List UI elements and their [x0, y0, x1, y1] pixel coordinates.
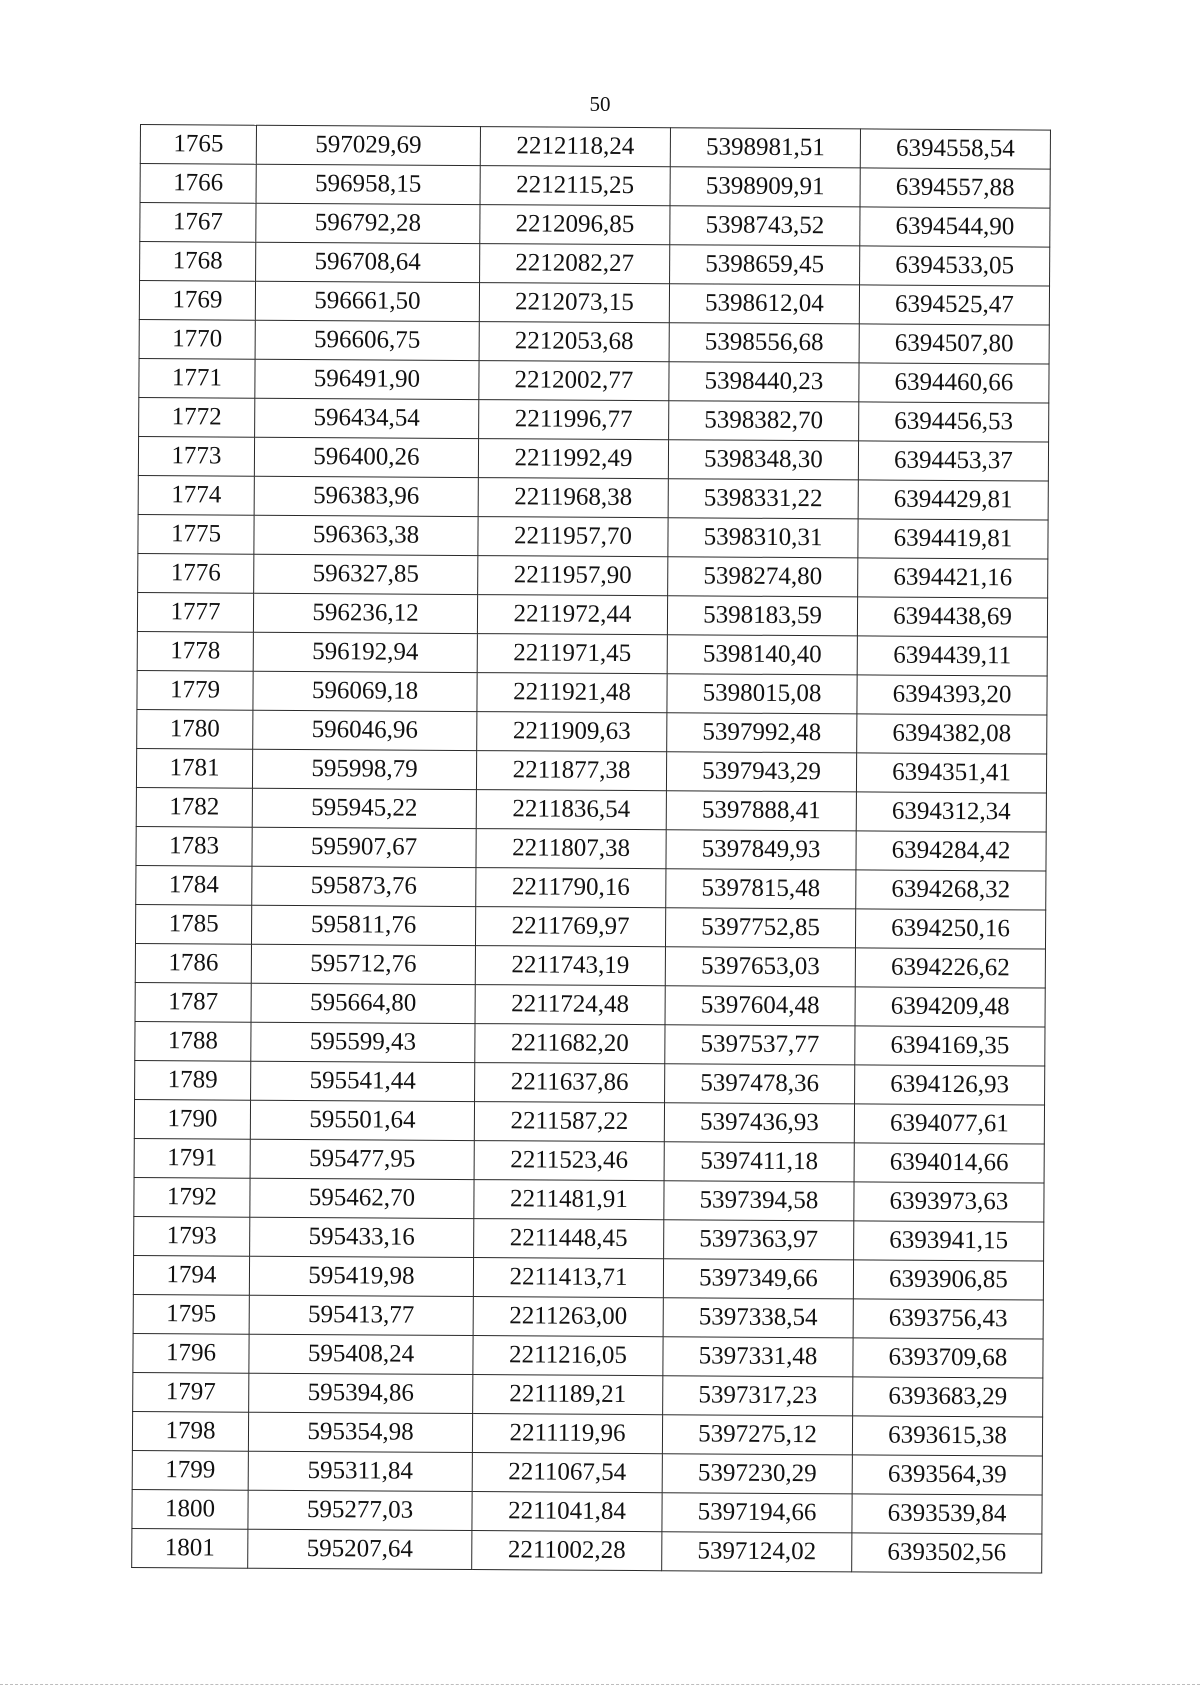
coord-y1-cell: 2211189,21: [473, 1375, 663, 1415]
coord-x2-cell: 5398140,40: [667, 635, 857, 675]
point-number-cell: 1789: [135, 1060, 251, 1100]
coord-y2-cell: 6393906,85: [853, 1260, 1043, 1300]
coord-x1-cell: 595462,70: [250, 1178, 474, 1218]
coord-y2-cell: 6393973,63: [854, 1182, 1044, 1222]
coord-y2-cell: 6394439,11: [857, 636, 1047, 676]
coord-x2-cell: 5397653,03: [665, 947, 855, 987]
coord-y1-cell: 2211481,91: [474, 1180, 664, 1220]
coord-y1-cell: 2211637,86: [475, 1063, 665, 1103]
coord-x2-cell: 5398382,70: [669, 401, 859, 441]
coord-y1-cell: 2212073,15: [479, 283, 669, 323]
table-row: [134, 1177, 1044, 1222]
coord-y2-cell: 6394351,41: [856, 753, 1046, 793]
coord-x2-cell: 5397317,23: [663, 1376, 853, 1416]
coord-x2-cell: 5397411,18: [664, 1142, 854, 1182]
point-number-cell: 1768: [140, 242, 256, 282]
coord-y1-cell: 2211119,96: [472, 1414, 662, 1454]
point-number-cell: 1771: [139, 358, 255, 398]
coord-y1-cell: 2212115,25: [480, 166, 670, 206]
coord-x1-cell: 595433,16: [250, 1217, 474, 1257]
coord-x2-cell: 5397943,29: [666, 752, 856, 792]
table-row: [135, 982, 1045, 1027]
table-body: [132, 125, 1051, 1574]
coord-x2-cell: 5398659,45: [670, 245, 860, 285]
point-number-cell: 1769: [139, 281, 255, 321]
coord-y2-cell: 6394268,32: [856, 870, 1046, 910]
coord-x2-cell: 5397338,54: [663, 1298, 853, 1338]
coord-y2-cell: 6394284,42: [856, 831, 1046, 871]
coord-x2-cell: 5397849,93: [666, 830, 856, 870]
coord-y2-cell: 6394533,05: [860, 246, 1050, 286]
coord-x1-cell: 596491,90: [255, 359, 479, 399]
coord-y1-cell: 2211957,70: [478, 517, 668, 557]
point-number-cell: 1800: [132, 1489, 248, 1529]
coord-x2-cell: 5398348,30: [668, 440, 858, 480]
coord-x1-cell: 595477,95: [250, 1139, 474, 1179]
table-row: [136, 865, 1046, 910]
table-row: [132, 1528, 1042, 1573]
point-number-cell: 1797: [133, 1372, 249, 1412]
point-number-cell: 1772: [139, 397, 255, 437]
table-row: [140, 125, 1050, 170]
point-number-cell: 1801: [132, 1528, 248, 1568]
coord-x2-cell: 5397394,58: [664, 1181, 854, 1221]
coord-y1-cell: 2211921,48: [477, 673, 667, 713]
coord-x2-cell: 5398909,91: [670, 167, 860, 207]
table-row: [132, 1489, 1042, 1534]
coord-y1-cell: 2211807,38: [476, 829, 666, 869]
coord-x2-cell: 5398310,31: [668, 518, 858, 558]
coord-y2-cell: 6393615,38: [852, 1416, 1042, 1456]
coord-y2-cell: 6394312,34: [856, 792, 1046, 832]
point-number-cell: 1773: [138, 436, 254, 476]
coord-y1-cell: 2211968,38: [478, 478, 668, 518]
coord-x2-cell: 5397604,48: [665, 986, 855, 1026]
coord-x2-cell: 5397124,02: [662, 1532, 852, 1572]
coord-x2-cell: 5397815,48: [666, 869, 856, 909]
point-number-cell: 1774: [138, 475, 254, 515]
coord-y2-cell: 6394250,16: [855, 909, 1045, 949]
coord-x1-cell: 595501,64: [250, 1100, 474, 1140]
point-number-cell: 1794: [133, 1255, 249, 1295]
coord-y1-cell: 2211448,45: [474, 1219, 664, 1259]
coord-x2-cell: 5398440,23: [669, 362, 859, 402]
coord-x1-cell: 595664,80: [251, 983, 475, 1023]
point-number-cell: 1788: [135, 1021, 251, 1061]
table-row: [137, 592, 1047, 637]
point-number-cell: 1796: [133, 1333, 249, 1373]
coord-x1-cell: 595541,44: [251, 1061, 475, 1101]
page-number: 50: [589, 92, 611, 116]
table-row: [132, 1450, 1042, 1495]
table-row: [133, 1372, 1043, 1417]
coord-y1-cell: 2212096,85: [480, 205, 670, 245]
point-number-cell: 1778: [137, 631, 253, 671]
point-number-cell: 1799: [132, 1450, 248, 1490]
point-number-cell: 1793: [134, 1216, 250, 1256]
coord-y2-cell: 6393539,84: [852, 1494, 1042, 1534]
coord-y2-cell: 6394393,20: [857, 675, 1047, 715]
table-row: [137, 631, 1047, 676]
coord-y1-cell: 2212002,77: [479, 361, 669, 401]
point-number-cell: 1785: [135, 904, 251, 944]
table-row: [140, 203, 1050, 248]
point-number-cell: 1777: [137, 592, 253, 632]
coord-y1-cell: 2212053,68: [479, 322, 669, 362]
coord-x2-cell: 5397349,66: [663, 1259, 853, 1299]
coordinates-table: [131, 124, 1051, 1574]
coord-x1-cell: 596192,94: [253, 632, 477, 672]
coord-x2-cell: 5397194,66: [662, 1493, 852, 1533]
coord-y1-cell: 2211769,97: [475, 907, 665, 947]
table-row: [136, 787, 1046, 832]
point-number-cell: 1782: [136, 787, 252, 827]
coord-x1-cell: 596958,15: [256, 164, 480, 204]
table-row: [133, 1333, 1043, 1378]
coord-y2-cell: 6394460,66: [859, 363, 1049, 403]
coord-x2-cell: 5397230,29: [662, 1454, 852, 1494]
point-number-cell: 1781: [136, 748, 252, 788]
point-number-cell: 1786: [135, 943, 251, 983]
coord-x2-cell: 5397275,12: [662, 1415, 852, 1455]
coord-x2-cell: 5397331,48: [663, 1337, 853, 1377]
coord-x1-cell: 595394,86: [249, 1373, 473, 1413]
coord-y1-cell: 2211041,84: [472, 1492, 662, 1532]
table-row: [138, 436, 1048, 481]
table-row: [132, 1411, 1042, 1456]
coord-y1-cell: 2211263,00: [473, 1297, 663, 1337]
point-number-cell: 1784: [136, 865, 252, 905]
coord-y2-cell: 6394421,16: [858, 558, 1048, 598]
coord-y1-cell: 2211972,44: [477, 595, 667, 635]
table-row: [140, 164, 1050, 209]
coord-x1-cell: 597029,69: [256, 125, 480, 165]
point-number-cell: 1770: [139, 319, 255, 359]
coord-y1-cell: 2211957,90: [478, 556, 668, 596]
coord-x1-cell: 595207,64: [248, 1529, 472, 1569]
point-number-cell: 1767: [140, 203, 256, 243]
point-number-cell: 1795: [133, 1294, 249, 1334]
table-row: [140, 242, 1050, 287]
coord-y1-cell: 2211216,05: [473, 1336, 663, 1376]
coord-y2-cell: 6394544,90: [860, 207, 1050, 247]
coord-y1-cell: 2211413,71: [473, 1258, 663, 1298]
coord-x2-cell: 5398183,59: [667, 596, 857, 636]
point-number-cell: 1765: [140, 125, 256, 165]
coord-x1-cell: 595311,84: [248, 1451, 472, 1491]
table-row: [136, 748, 1046, 793]
coord-x2-cell: 5397888,41: [666, 791, 856, 831]
point-number-cell: 1787: [135, 982, 251, 1022]
coord-y2-cell: 6394558,54: [860, 129, 1050, 169]
coord-x1-cell: 595599,43: [251, 1022, 475, 1062]
table-row: [135, 1021, 1045, 1066]
point-number-cell: 1780: [137, 709, 253, 749]
coord-y2-cell: 6393502,56: [852, 1533, 1042, 1573]
coord-y1-cell: 2211909,63: [477, 712, 667, 752]
coord-y1-cell: 2211724,48: [475, 985, 665, 1025]
coord-y2-cell: 6393941,15: [854, 1221, 1044, 1261]
coord-x1-cell: 596400,26: [254, 437, 478, 477]
coord-y1-cell: 2211743,19: [475, 946, 665, 986]
coord-x1-cell: 596069,18: [253, 671, 477, 711]
coord-x1-cell: 596661,50: [255, 281, 479, 321]
table-row: [134, 1099, 1044, 1144]
coord-y1-cell: 2211067,54: [472, 1453, 662, 1493]
coord-y1-cell: 2211992,49: [478, 439, 668, 479]
coord-y2-cell: 6394382,08: [857, 714, 1047, 754]
table-row: [137, 709, 1047, 754]
coord-y2-cell: 6394453,37: [858, 441, 1048, 481]
coord-y2-cell: 6393683,29: [853, 1377, 1043, 1417]
coord-y2-cell: 6394525,47: [859, 285, 1049, 325]
page-bottom-edge: [0, 1684, 1200, 1685]
coord-x2-cell: 5397992,48: [667, 713, 857, 753]
coord-x2-cell: 5398331,22: [668, 479, 858, 519]
coord-y2-cell: 6394507,80: [859, 324, 1049, 364]
coord-x1-cell: 596327,85: [254, 554, 478, 594]
coord-x1-cell: 596363,38: [254, 515, 478, 555]
coord-x2-cell: 5398556,68: [669, 323, 859, 363]
coord-y2-cell: 6394419,81: [858, 519, 1048, 559]
coord-y2-cell: 6394557,88: [860, 168, 1050, 208]
table-row: [133, 1294, 1043, 1339]
coord-x2-cell: 5398743,52: [670, 206, 860, 246]
coord-y2-cell: 6394438,69: [857, 597, 1047, 637]
coord-x1-cell: 596383,96: [254, 476, 478, 516]
coord-y1-cell: 2211971,45: [477, 634, 667, 674]
coord-x1-cell: 596046,96: [253, 710, 477, 750]
table-row: [138, 553, 1048, 598]
coord-y1-cell: 2211002,28: [472, 1531, 662, 1571]
point-number-cell: 1791: [134, 1138, 250, 1178]
coord-y1-cell: 2211790,16: [476, 868, 666, 908]
coord-y2-cell: 6394209,48: [855, 987, 1045, 1027]
coord-y1-cell: 2212118,24: [480, 127, 670, 167]
point-number-cell: 1775: [138, 514, 254, 554]
coord-x1-cell: 595277,03: [248, 1490, 472, 1530]
coord-x2-cell: 5397478,36: [665, 1064, 855, 1104]
coord-y2-cell: 6394169,35: [855, 1026, 1045, 1066]
coord-x1-cell: 595873,76: [252, 866, 476, 906]
coord-y2-cell: 6394429,81: [858, 480, 1048, 520]
table-row: [135, 904, 1045, 949]
coord-y1-cell: 2211523,46: [474, 1141, 664, 1181]
coord-x1-cell: 595354,98: [248, 1412, 472, 1452]
coord-x1-cell: 595945,22: [252, 788, 476, 828]
table-row: [134, 1216, 1044, 1261]
point-number-cell: 1783: [136, 826, 252, 866]
coord-y1-cell: 2212082,27: [480, 244, 670, 284]
coord-x1-cell: 595712,76: [251, 944, 475, 984]
point-number-cell: 1798: [132, 1411, 248, 1451]
coord-x1-cell: 595907,67: [252, 827, 476, 867]
coord-y2-cell: 6394456,53: [859, 402, 1049, 442]
table-row: [139, 319, 1049, 364]
point-number-cell: 1790: [134, 1099, 250, 1139]
table-row: [139, 397, 1049, 442]
coord-x2-cell: 5398015,08: [667, 674, 857, 714]
coord-x1-cell: 595419,98: [249, 1256, 473, 1296]
coord-y2-cell: 6394126,93: [855, 1065, 1045, 1105]
coord-x1-cell: 596708,64: [256, 242, 480, 282]
coord-y1-cell: 2211682,20: [475, 1024, 665, 1064]
coord-x2-cell: 5397363,97: [664, 1220, 854, 1260]
point-number-cell: 1779: [137, 670, 253, 710]
table-row: [138, 475, 1048, 520]
coord-x1-cell: 596792,28: [256, 203, 480, 243]
coord-y2-cell: 6394226,62: [855, 948, 1045, 988]
table-row: [137, 670, 1047, 715]
coord-x1-cell: 595998,79: [252, 749, 476, 789]
table-row: [134, 1138, 1044, 1183]
coord-y1-cell: 2211877,38: [476, 751, 666, 791]
coord-x1-cell: 595413,77: [249, 1295, 473, 1335]
table-row: [135, 943, 1045, 988]
coord-x2-cell: 5397752,85: [665, 908, 855, 948]
coord-y2-cell: 6394077,61: [854, 1104, 1044, 1144]
coord-x2-cell: 5398274,80: [668, 557, 858, 597]
coord-x1-cell: 596606,75: [255, 320, 479, 360]
coord-y1-cell: 2211587,22: [474, 1102, 664, 1142]
coord-x2-cell: 5398612,04: [669, 284, 859, 324]
coord-y2-cell: 6393709,68: [853, 1338, 1043, 1378]
coord-y1-cell: 2211996,77: [479, 400, 669, 440]
table-row: [139, 358, 1049, 403]
coord-y1-cell: 2211836,54: [476, 790, 666, 830]
coord-y2-cell: 6393756,43: [853, 1299, 1043, 1339]
point-number-cell: 1792: [134, 1177, 250, 1217]
coord-x1-cell: 596236,12: [253, 593, 477, 633]
coord-y2-cell: 6393564,39: [852, 1455, 1042, 1495]
coord-x2-cell: 5397537,77: [665, 1025, 855, 1065]
coord-x2-cell: 5398981,51: [670, 128, 860, 168]
point-number-cell: 1776: [138, 553, 254, 593]
table-row: [135, 1060, 1045, 1105]
table-row: [138, 514, 1048, 559]
coord-x1-cell: 596434,54: [255, 398, 479, 438]
coord-x1-cell: 595811,76: [251, 905, 475, 945]
table-row: [139, 281, 1049, 326]
coord-x1-cell: 595408,24: [249, 1334, 473, 1374]
coord-x2-cell: 5397436,93: [664, 1103, 854, 1143]
point-number-cell: 1766: [140, 164, 256, 204]
coord-y2-cell: 6394014,66: [854, 1143, 1044, 1183]
table-row: [133, 1255, 1043, 1300]
table-row: [136, 826, 1046, 871]
